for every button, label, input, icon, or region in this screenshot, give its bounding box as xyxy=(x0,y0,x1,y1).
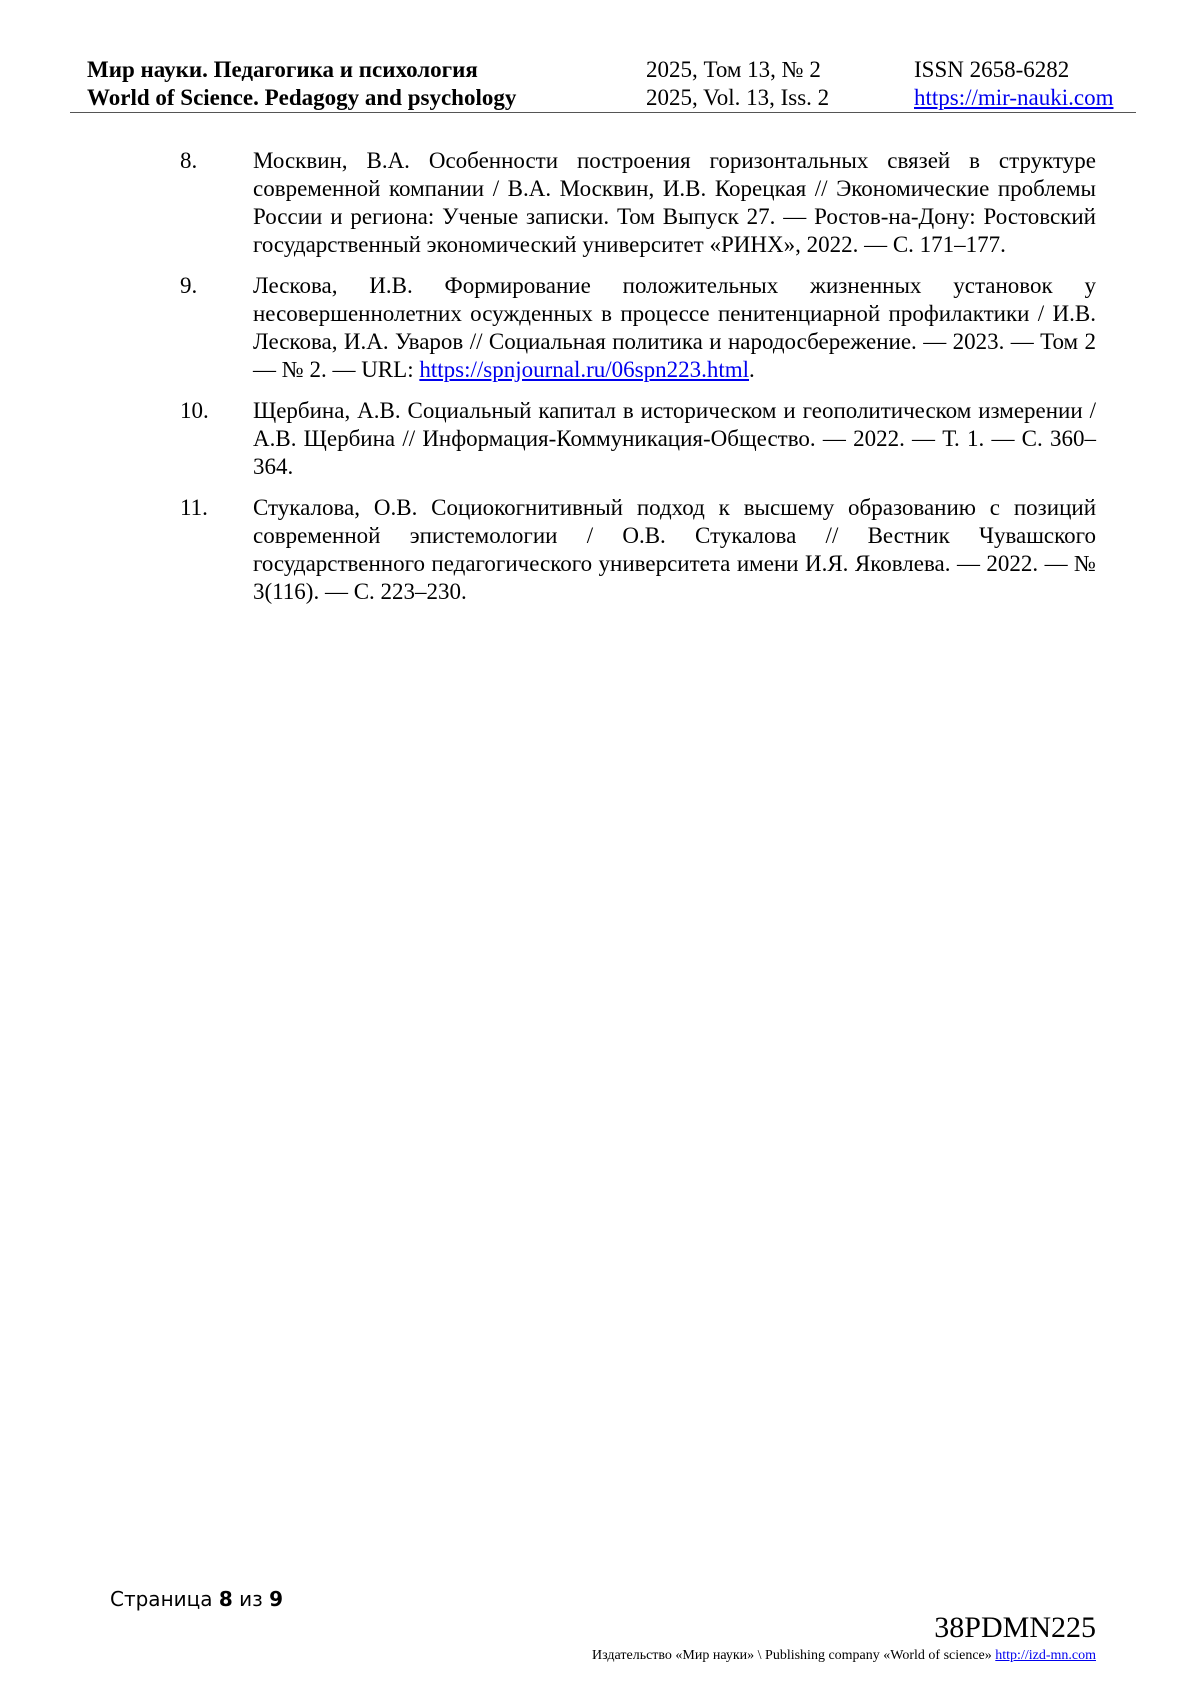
article-code: 38PDMN225 xyxy=(934,1611,1096,1644)
page-of: из xyxy=(239,1587,263,1611)
issn: ISSN 2658-6282 xyxy=(914,57,1070,82)
reference-number: 11. xyxy=(180,495,208,520)
issn-block xyxy=(914,56,1114,112)
page-current: 8 xyxy=(218,1587,233,1611)
reference-number: 8. xyxy=(180,148,198,173)
reference-item xyxy=(180,147,1096,259)
reference-text-end: . xyxy=(749,357,755,382)
reference-url-link[interactable]: https://spnjournal.ru/06spn223.html xyxy=(419,357,750,382)
journal-title-en: World of Science. Pedagogy and psychology xyxy=(87,85,517,110)
issue-block xyxy=(646,56,829,112)
page-number xyxy=(110,1587,283,1611)
reference-list xyxy=(180,147,1096,619)
journal-site-link[interactable]: https://mir-nauki.com xyxy=(914,85,1114,110)
reference-text: Москвин, В.А. Особенности построения горизонтальных связей в структуре современной компании / В.А. Москвин, И.В. Корецкая // Экономические проблемы России и региона: Ученые записки. Том Выпуск 27. — Ростов-на-Дону: Ростовский государственный экономический университет «РИНХ», 2022. — С. 171–177. xyxy=(253,148,1096,257)
reference-text: Лескова, И.В. Формирование положительных жизненных установок у несовершеннолетних осужденных в процессе пенитенциарной профилактики / И.В. Лескова, И.А. Уваров // Социальная политика и народосбережение. — 2023. — Том 2 — № 2. — URL: xyxy=(253,273,1096,382)
publisher-link[interactable]: http://izd-mn.com xyxy=(995,1648,1096,1663)
page-label: Страница xyxy=(110,1587,213,1611)
reference-item xyxy=(180,272,1096,384)
issue-en: 2025, Vol. 13, Iss. 2 xyxy=(646,85,830,110)
reference-number: 9. xyxy=(180,273,198,298)
reference-text: Щербина, А.В. Социальный капитал в историческом и геополитическом измерении / А.В. Щербина // Информация-Коммуникация-Общество. — 2022. — Т. 1. — С. 360–364. xyxy=(253,398,1096,479)
page-total: 9 xyxy=(269,1587,284,1611)
journal-header xyxy=(70,50,1136,113)
reference-number: 10. xyxy=(180,398,209,423)
reference-text: Стукалова, О.В. Социокогнитивный подход к высшему образованию с позиций современной эпистемологии / О.В. Стукалова // Вестник Чувашского государственного педагогического университета имени И.Я. Яковлева. — 2022. — № 3(116). — С. 223–230. xyxy=(253,495,1096,604)
reference-item xyxy=(180,494,1096,606)
journal-title-ru: Мир науки. Педагогика и психология xyxy=(87,57,478,82)
publisher-text: Издательство «Мир науки» \ Publishing company «World of science» xyxy=(592,1648,996,1663)
reference-item xyxy=(180,397,1096,481)
issue-ru: 2025, Том 13, № 2 xyxy=(646,57,821,82)
publisher-line xyxy=(592,1647,1096,1665)
journal-title-block xyxy=(87,56,516,112)
